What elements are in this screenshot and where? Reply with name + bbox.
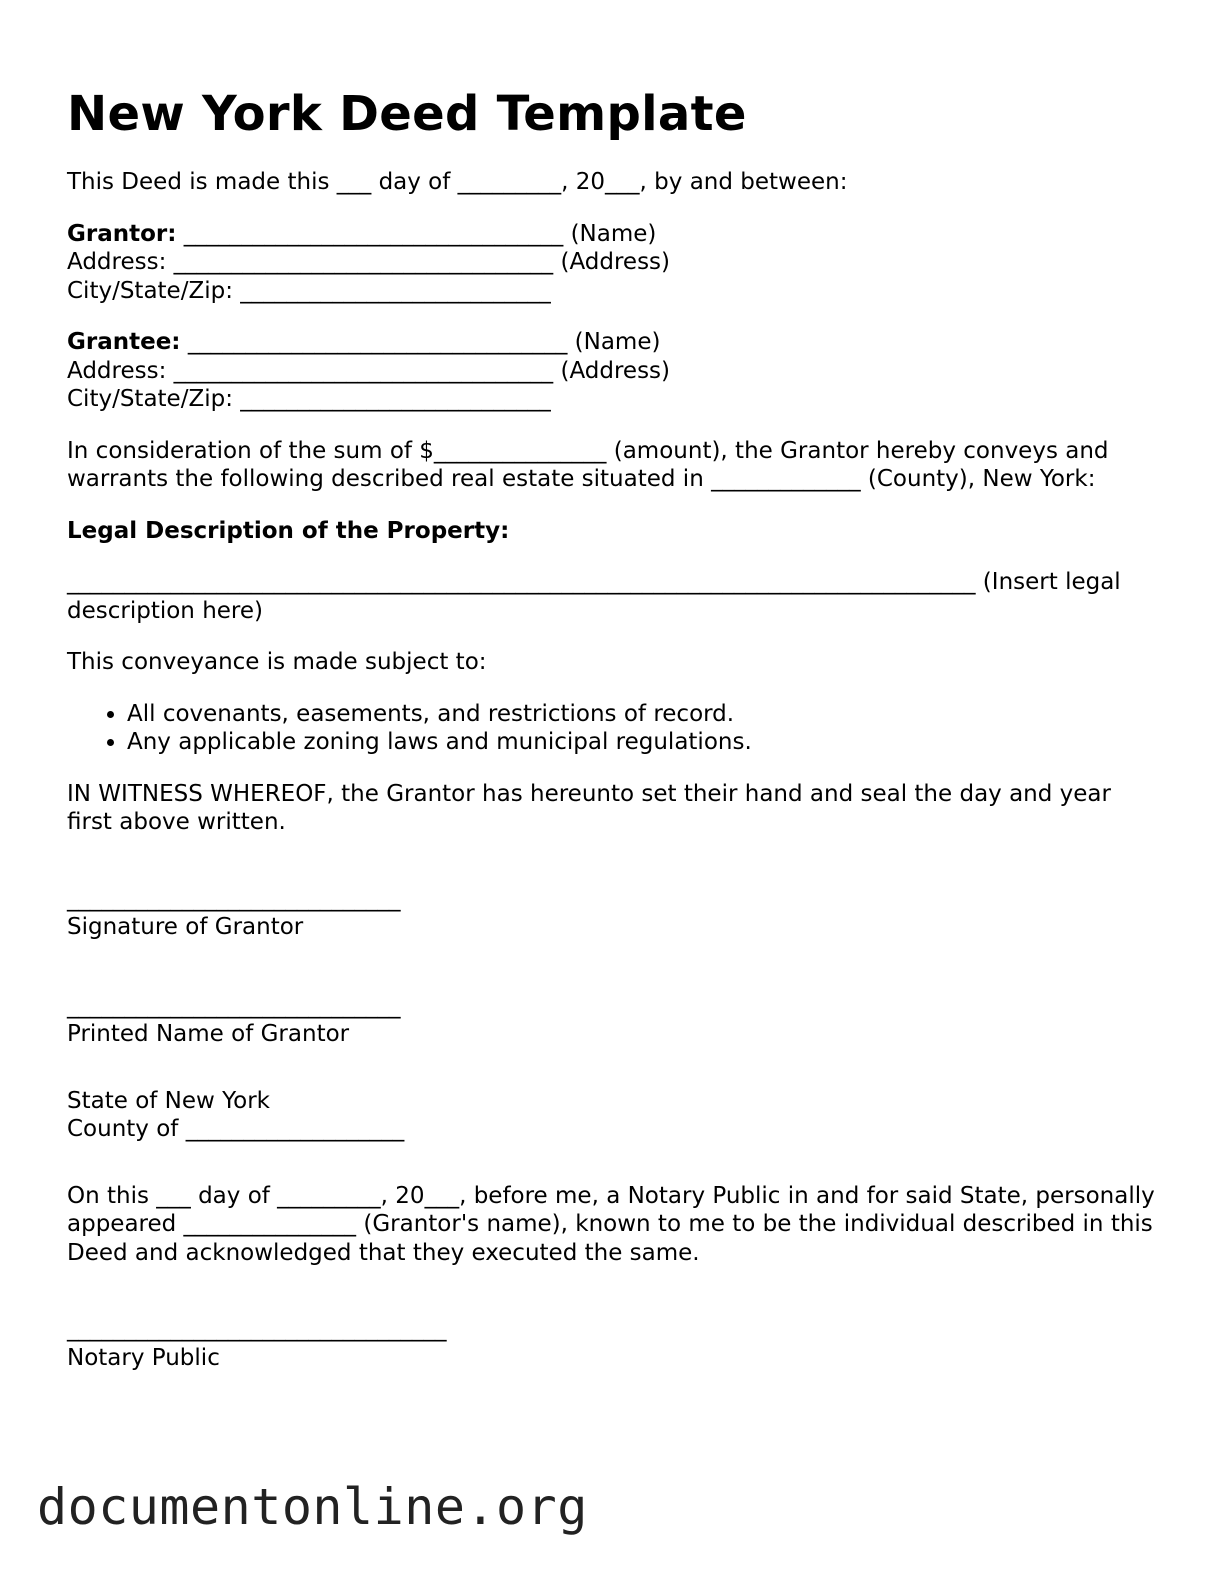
legal-description-paragraph: _______________________________________________________________________________ (Insert legal description here): [67, 569, 1121, 624]
county-line: County of ___________________: [67, 1116, 405, 1142]
acknowledgment-paragraph: On this ___ day of _________, 20___, before me, a Notary Public in and for said State, personally appeared _______________ (Grantor's name), known to me to be the individual described in this Deed and acknowledged that they executed the same.: [67, 1182, 1155, 1266]
subject-list: [67, 700, 1157, 757]
grantee-address-line: Address: _________________________________ (Address): [67, 357, 671, 384]
grantor-label: Grantor:: [67, 220, 177, 247]
witness-paragraph: IN WITNESS WHEREOF, the Grantor has hereunto set their hand and seal the day and year first above written.: [67, 780, 1111, 835]
printed-name-block: [67, 992, 1157, 1049]
subject-intro: This conveyance is made subject to:: [67, 649, 487, 675]
printed-name-line: _____________________________: [67, 992, 401, 1019]
deed-document: [67, 84, 1157, 1372]
list-item: • Any applicable zoning laws and municipal regulations.: [127, 728, 1157, 757]
state-line: State of New York: [67, 1087, 270, 1114]
grantor-address-line: Address: _________________________________ (Address): [67, 249, 671, 275]
watermark: documentonline.org: [37, 1478, 588, 1536]
signature-label: Signature of Grantor: [67, 914, 304, 940]
grantor-city-line: City/State/Zip: ___________________________: [67, 277, 551, 304]
grantee-label: Grantee:: [67, 329, 181, 355]
signature-block: [67, 885, 1157, 942]
printed-name-label: Printed Name of Grantor: [67, 1021, 350, 1047]
grantor-block: [67, 220, 1157, 306]
consideration-paragraph: In consideration of the sum of $_______________ (amount), the Grantor hereby conveys and warrants the following described real estate situated in _____________ (County), New York:: [67, 437, 1109, 492]
venue-block: [67, 1087, 1157, 1144]
notary-block: [67, 1315, 1157, 1372]
legal-description-heading: Legal Description of the Property:: [67, 517, 510, 544]
grantee-city-line: City/State/Zip: ___________________________: [67, 386, 551, 412]
grantee-block: [67, 328, 1157, 414]
notary-line: _________________________________: [67, 1316, 447, 1342]
intro-paragraph: This Deed is made this ___ day of _________, 20___, by and between:: [67, 169, 848, 195]
page-title: New York Deed Template: [67, 86, 747, 142]
grantee-name-field: _________________________________ (Name): [180, 329, 661, 355]
grantor-name-line: [67, 220, 1157, 249]
grantor-name-field: _________________________________ (Name): [176, 220, 657, 247]
grantee-name-line: [67, 328, 1157, 357]
notary-label: Notary Public: [67, 1344, 220, 1371]
list-item: • All covenants, easements, and restrictions of record.: [127, 700, 1157, 729]
signature-line: _____________________________: [67, 885, 401, 912]
